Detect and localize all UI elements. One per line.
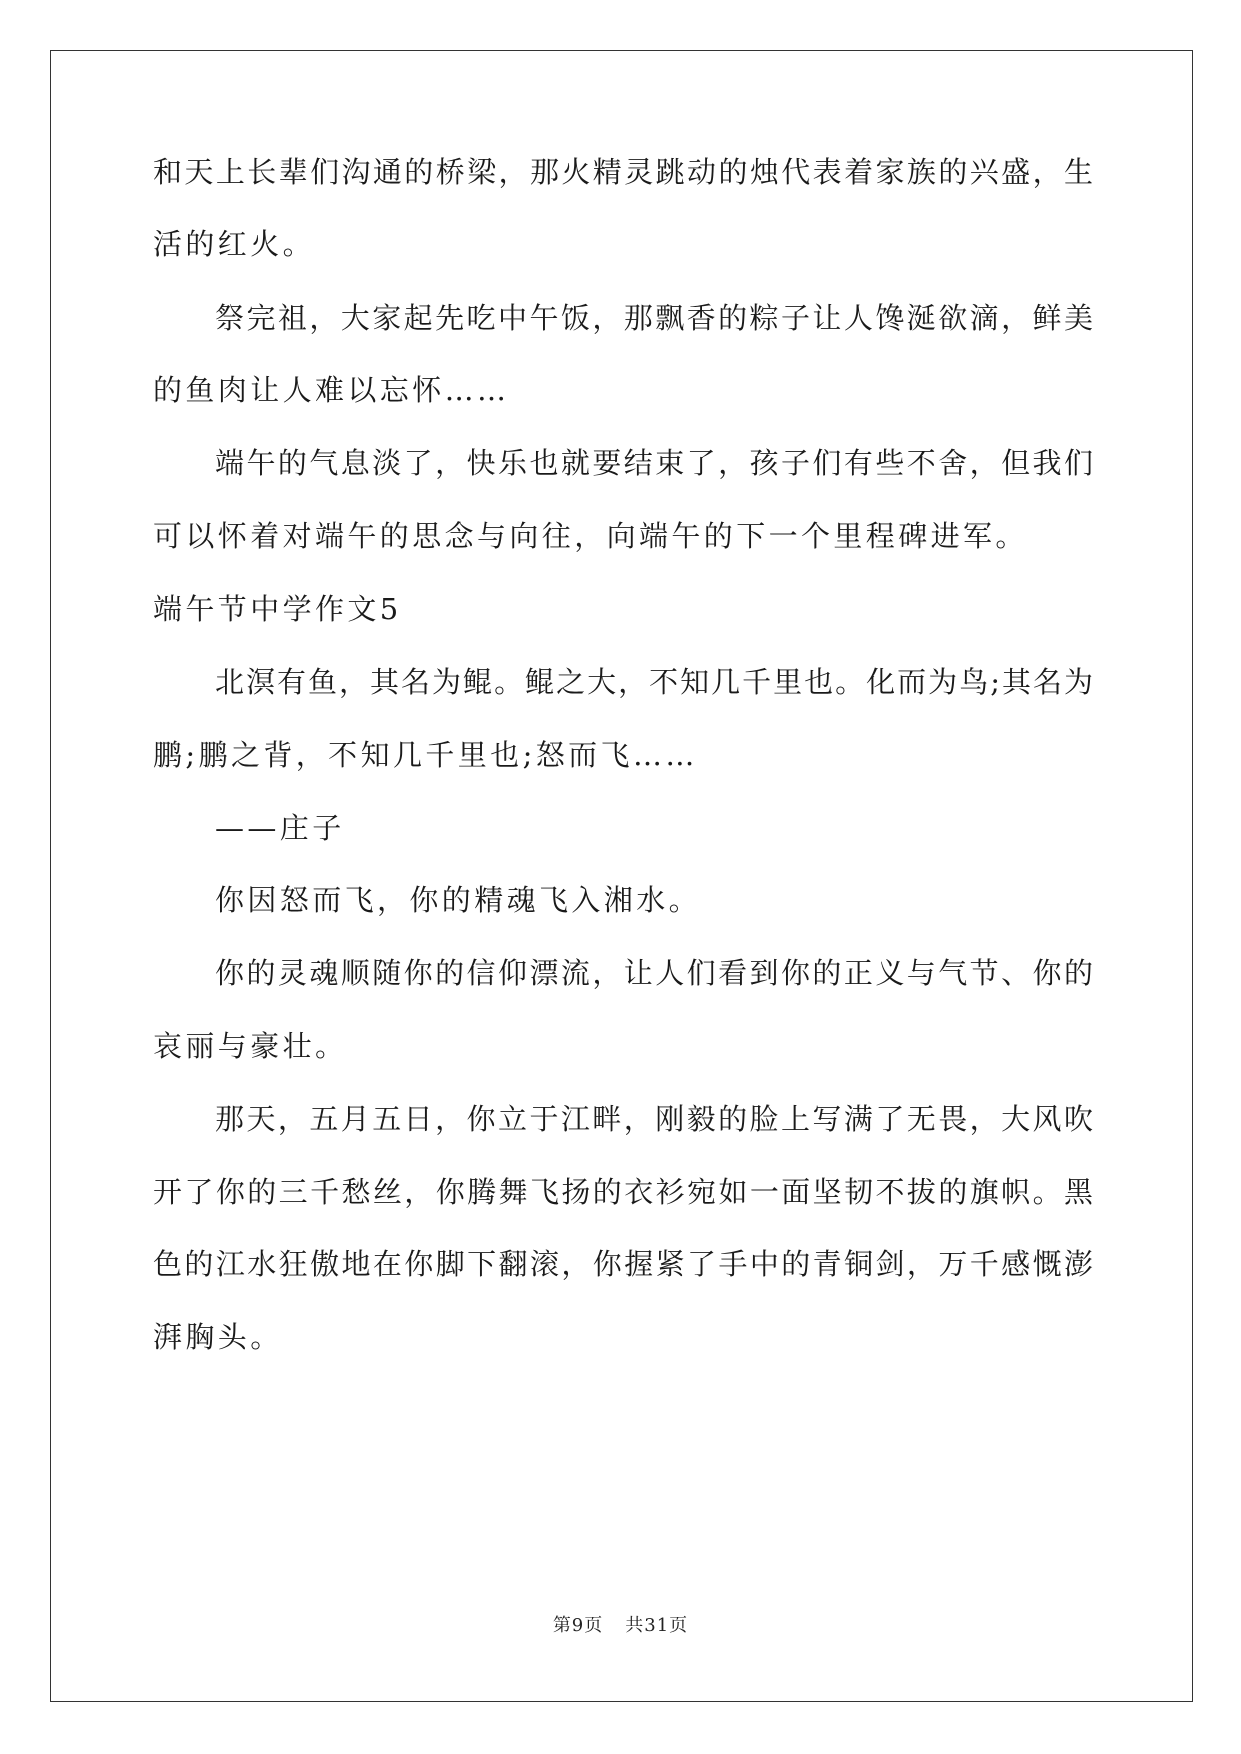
- paragraph-line: 鹏;鹏之背，不知几千里也;怒而飞……: [153, 738, 698, 772]
- paragraph-line: 那天，五月五日，你立于江畔，刚毅的脸上写满了无畏，大风吹: [215, 1102, 1093, 1136]
- paragraph-line: 活的红火。: [153, 227, 316, 261]
- paragraph-line: 湃胸头。: [153, 1320, 283, 1354]
- attribution-line: ——庄子: [215, 811, 345, 845]
- paragraph-line: 哀丽与豪壮。: [153, 1029, 348, 1063]
- page-footer: [0, 1614, 1241, 1638]
- paragraph-line: 你因怒而飞，你的精魂飞入湘水。: [215, 883, 702, 917]
- paragraph-line: 你的灵魂顺随你的信仰漂流，让人们看到你的正义与气节、你的: [215, 956, 1093, 990]
- total-pages: 共31页: [625, 1615, 689, 1636]
- section-heading: 端午节中学作文5: [153, 592, 402, 626]
- paragraph-line: 的鱼肉让人难以忘怀……: [153, 373, 510, 407]
- paragraph-line: 端午的气息淡了，快乐也就要结束了，孩子们有些不舍，但我们: [215, 446, 1093, 480]
- page-number: 第9页: [552, 1615, 604, 1636]
- paragraph-line: 色的江水狂傲地在你脚下翻滚，你握紧了手中的青铜剑，万千感慨澎: [153, 1247, 1093, 1281]
- paragraph-line: 和天上长辈们沟通的桥梁，那火精灵跳动的烛代表着家族的兴盛，生: [153, 155, 1093, 189]
- paragraph-line: 祭完祖，大家起先吃中午饭，那飘香的粽子让人馋涎欲滴，鲜美: [215, 301, 1093, 335]
- paragraph-line: 开了你的三千愁丝，你腾舞飞扬的衣衫宛如一面坚韧不拔的旗帜。黑: [153, 1175, 1093, 1209]
- paragraph-line: 北溟有鱼，其名为鲲。鲲之大，不知几千里也。化而为鸟;其名为: [215, 665, 1093, 699]
- paragraph-line: 可以怀着对端午的思念与向往，向端午的下一个里程碑进军。: [153, 519, 1028, 553]
